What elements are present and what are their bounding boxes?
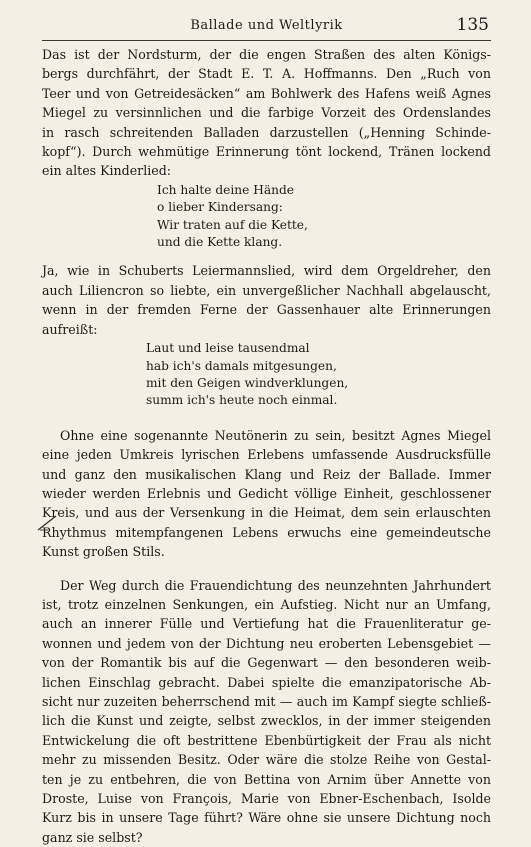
- poem-leierlied: [42, 340, 491, 410]
- poem-line: mit den Geigen windverklungen,: [146, 375, 349, 390]
- running-title: Ballade und Weltlyrik: [190, 18, 343, 33]
- poem-line: und die Kette klang.: [157, 235, 283, 250]
- poem-line: Ich halte deine Hände: [157, 182, 294, 197]
- text-line: Das ist der Nordsturm, der die engen Straßen des alten Königs-: [42, 47, 491, 62]
- text-line: Miegel zu versinnlichen und die farbige Vorzeit des Ordenslandes: [42, 105, 491, 121]
- text-line: Teer und von Getreidesäcken“ am Bohlwerk des Hafens weiß Agnes: [42, 85, 491, 101]
- text-line: Kurz bis in unsere Tage führt? Wäre ohne sie unsere Dichtung noch: [42, 810, 491, 826]
- poem-line: hab ich's damals mitgesungen,: [146, 358, 337, 373]
- paragraph-gap: [42, 562, 491, 576]
- poem-line: Laut und leise tausendmal: [146, 341, 310, 356]
- text-line: wenn in der fremden Ferne der Gassenhauer alte Erinnerungen: [42, 302, 491, 318]
- text-line: eine jeden Umkreis lyrischen Erlebens umfassende Ausdrucksfülle: [42, 447, 491, 463]
- page-number: 135: [456, 15, 489, 35]
- text-line: Droste, Luise von François, Marie von Ebner-Eschenbach, Isolde: [42, 791, 491, 807]
- running-head: [42, 14, 491, 41]
- text-line: ganz sie selbst?: [42, 829, 143, 845]
- poem-kinderlied: [42, 182, 491, 252]
- poem-line: summ ich's heute noch einmal.: [146, 393, 338, 408]
- poem-line: Wir traten auf die Kette,: [157, 217, 308, 232]
- text-line: sicht nur zuzeiten beherrschend mit — auch im Kampf siegte schließ-: [42, 694, 491, 709]
- text-line: lichen Einschlag gebracht. Dabei spielte die emanzipatorische Ab-: [42, 674, 491, 690]
- text-line: Rhythmus mitempfangenen Lebens erwuchs eine gemeindeutsche: [42, 524, 491, 540]
- paragraph-4: [42, 576, 491, 847]
- text-line: ein altes Kinderlied:: [42, 163, 172, 179]
- text-line: Kreis, und aus der Versenkung in die Heimat, dem sein erlauschten: [42, 505, 491, 521]
- text-line: Kunst großen Stils.: [42, 544, 165, 560]
- text-line: Ja, wie in Schuberts Leiermannslied, wird dem Orgeldreher, den: [42, 263, 491, 279]
- text-line: ten je zu entbehren, die von Bettina von Arnim über Annette von: [42, 771, 491, 787]
- text-line: wieder werden Erlebnis und Gedicht völlige Einheit, geschlossener: [42, 485, 491, 501]
- paragraph-gap: [42, 253, 491, 261]
- text-line: mehr zu missenden Besitz. Oder wäre die stolze Reihe von Gestal-: [42, 752, 491, 768]
- paragraph-2: [42, 261, 491, 339]
- paragraph-1: [42, 45, 491, 181]
- text-line: bergs durchfährt, der Stadt E. T. A. Hoffmanns. Den „Ruch von: [42, 66, 491, 82]
- poem-line: o lieber Kindersang:: [157, 200, 283, 215]
- text-line: Ohne eine sogenannte Neutönerin zu sein, besitzt Agnes Miegel: [60, 427, 491, 443]
- paragraph-3: [42, 426, 491, 562]
- text-line: Entwickelung die oft bestrittene Ebenbürtigkeit der Frau als nicht: [42, 732, 491, 748]
- text-line: ist, trotz einzelnen Senkungen, ein Aufstieg. Nicht nur an Umfang,: [42, 596, 491, 612]
- text-line: auch Liliencron so liebte, ein unvergeßlicher Nachhall abgelauscht,: [42, 282, 491, 298]
- text-line: kopf“). Durch wehmütige Erinnerung tönt lockend, Tränen lockend: [42, 144, 491, 160]
- paragraph-gap: [42, 412, 491, 426]
- text-line: auch an innerer Fülle und Vertiefung hat die Frauenliteratur ge-: [42, 616, 491, 632]
- text-line: wonnen und jedem von der Dichtung neu eroberten Lebensgebiet —: [42, 635, 491, 651]
- text-line: und ganz den musikalischen Klang und Reiz der Ballade. Immer: [42, 466, 491, 482]
- text-line: von der Romantik bis auf die Gegenwart — den besonderen weib-: [42, 655, 491, 671]
- body-text: [42, 45, 491, 847]
- text-line: lich die Kunst und zeigte, selbst zwecklos, in der immer steigenden: [42, 713, 491, 729]
- pencil-mark-icon: [36, 514, 58, 532]
- text-line: in rasch schreitenden Balladen darzustellen („Henning Schinde-: [42, 124, 491, 140]
- text-line: Der Weg durch die Frauendichtung des neunzehnten Jahrhundert: [60, 577, 491, 593]
- text-line: aufreißt:: [42, 321, 98, 337]
